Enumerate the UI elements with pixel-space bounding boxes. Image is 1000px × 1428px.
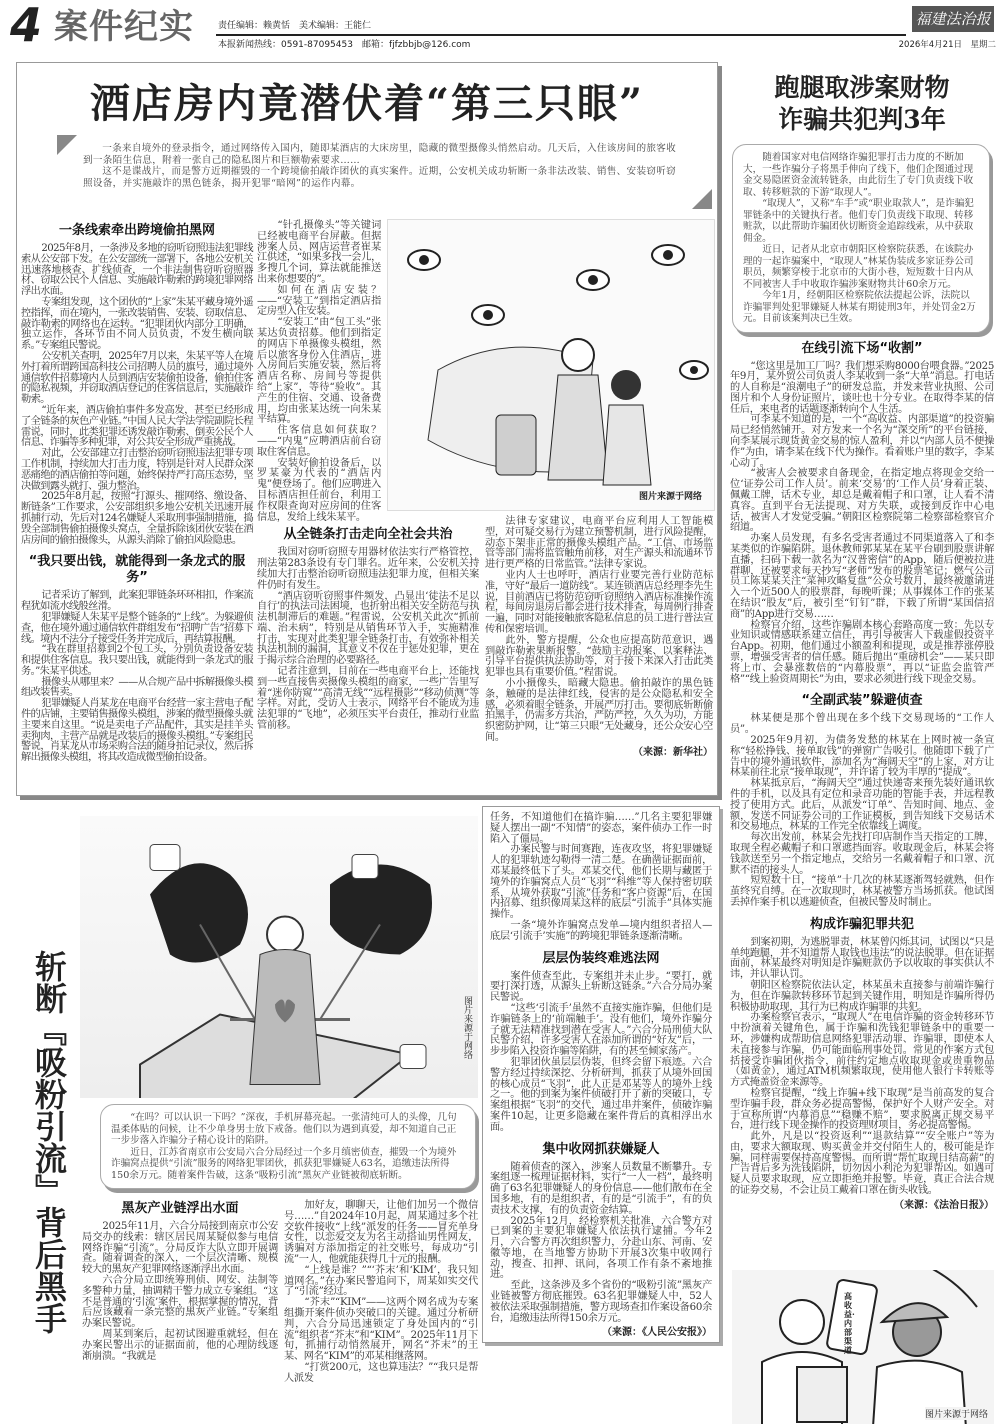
corner-decoration <box>692 189 712 209</box>
paragraph-group <box>490 972 712 1134</box>
paragraph-group <box>284 1201 478 1385</box>
paragraph: 一条“境外诈骗窝点发单—境内组织者招人—底层‘引流手’实施”的跨境犯罪链条逐渐清晰。 <box>490 919 712 942</box>
paragraph: 周某到案后，起初试图避重就轻，但在办案民警出示的证据面前，他的心理防线逐渐崩溃。“我就是 <box>82 1328 278 1362</box>
paragraph: “芥末”“KIM”——这两个网名成为专案组撕开案件侦办突破口的关键。通过分析研判，六合分局迅速锁定了身处国内的“引流”组织者“芥末”和“KIM”。2025年11月下旬，抓捕行动悄然展开，网名“芥末”的王某、网名“KIM”的邓某相继落网。 <box>284 1297 478 1363</box>
image-caption: 图片来源于网络 <box>638 492 702 502</box>
paragraph: 每次出发前，林某会先找打印店制作当天指定的工牌，取现全程必戴帽子和口罩遮挡面容。收取现金后，林某会将钱款送至另一个指定地点，交给另一名戴着帽子和口罩、沉默不语的接头人。 <box>730 832 994 876</box>
paragraph: 犯罪嫌疑人肖某龙在电商平台经营一家主营电子配件的店铺，主要销售摄像头模组，涉案的微型摄像头就主要来自这里。“说是卖电子产品配件，其实是挂羊头卖狗肉，主营产品就是改装后的摄像头模组。”专案组民警说，肖某龙从市场采购合法的随身拍记录仪，然后拆解出摄像头模组，将其改造成微型偷拍设备。 <box>21 698 253 764</box>
article-cash-courier <box>728 62 996 1426</box>
paragraph: 2025年12月，经检察机关批准，六合警方对已到案的主要犯罪嫌疑人依法执行逮捕。今年2月，六合警方再次组织警力，分赴山东、河南、安徽等地，在当地警方协助下开展3次集中收网行动，搜查、扣押、讯问，各项工作有条不紊地推进。 <box>490 1215 712 1281</box>
paragraph-group <box>82 1222 278 1362</box>
paragraph: 六合分局立即统筹刑侦、网安、法制等多警种力量，抽调精干警力成立专案组。“这不是普通的‘引流’案件，根据掌握的情况，背后应该藏着一条完整的黑灰产业链。”专案组办案民警说。 <box>82 1274 278 1330</box>
column-3 <box>485 517 713 759</box>
masthead-logo: 福建法治报 <box>912 6 994 32</box>
paragraph: 2025年11月，六合分局接到南京市公安局交办的线索：辖区居民周某疑似参与电信网络诈骗“引流”。分局反诈大队立即开展调查。随着调查的深入，一个层次清晰、规模较大的黑灰产犯罪网络逐渐浮出水面。 <box>82 1221 278 1276</box>
dark-hands-controlling-woman-from-phone-illustration <box>80 816 478 1098</box>
paragraph: 犯罪团伙虽层层伪装，但终会留下痕迹。六合警方经过持续深挖、分析研判，抓获了从境外回国的核心成员“飞羽”，此人正是邓某等人的境外上线之一。他的到案为案件侦破打开了新的突破口，专案组根据“飞羽”的交代，通过串并案件，侦破诈骗案件10起，让更多隐藏在案件背后的真相浮出水面。 <box>490 1056 712 1133</box>
paragraph: 林某抵京后，“海阔天空”通过快递寄来预先装好通讯软件的手机，以及具有定位和录音功能的智能手表，并远程教授了使用方式。此后，从派发“订单”、告知时间、地点、金额，发送不同证券公司的工作证模板，到告知线下交易话术和交易地点，林某的工作完全依靠线上调度。 <box>730 778 994 833</box>
headline-line-1: 跑腿取涉案财物 <box>774 73 950 102</box>
lead-paragraph: 一条来自境外的登录指令，通过网络传入国内，随即某酒店的大床房里，隐藏的微型摄像头悄然启动。几天后，入住该房间的旅客收到一条陌生信息，附着一张自己的隐私图片和巨额勒索要求…… <box>83 143 677 166</box>
subheading: “全副武装”躲避侦查 <box>801 693 923 709</box>
paragraph-group <box>490 813 712 943</box>
paragraph-group <box>111 1112 465 1181</box>
paragraph: 到案初期，为逃脱罪责，林某曾闪烁其词，试图以“只是单纯跑腿，并不知道帮人取钱也违法”的说法脱罪。但在证据面前，林某最终对明知是诈骗赃款仍予以收取的事实供认不讳，并认罪认罚。 <box>730 936 994 981</box>
paragraph: 办案民警与时间赛跑，连夜攻坚，将犯罪嫌疑人的犯罪轨迹勾勒得一清二楚。在确凿证据面前，邓某最终低下了头。邓某交代，他们长期与藏匿于境外的诈骗窝点人员“飞羽”“科维”等人保持密切联系，从境外获取“引流”任务和“客户资源”后，在国内招募、组织像周某这样的底层“引流手”具体实施操作。 <box>490 844 712 921</box>
subheading: 在线引流下场“收割” <box>801 340 923 356</box>
paragraph: “我在群里招募到2个包工头，分别负责设备安装和提供住客信息。我只要出钱，就能得到一条龙式的服务。”朱某平供述。 <box>21 644 253 677</box>
editors: 责任编辑：赖黄恬 美术编辑：王能仁 <box>218 21 372 31</box>
paragraph-group <box>57 135 712 189</box>
article-hotel-camera <box>16 62 718 796</box>
vertical-headline: 斩断『吸粉引流』背后黑手 <box>30 950 68 1334</box>
paragraph-group <box>21 244 253 546</box>
column-2 <box>284 1201 478 1385</box>
column-1 <box>82 1197 278 1362</box>
lead-bubble <box>732 144 990 333</box>
paragraph-group <box>730 938 994 1197</box>
subheading: 从全链条打击走向全社会共治 <box>283 527 453 543</box>
headline <box>728 62 996 144</box>
paragraph: 任务，不知道他们在搞诈骗……”几名主要犯罪嫌疑人摆出一副“不知情”的姿态，案件侦办工作一时陷入了僵局。 <box>490 812 712 845</box>
lead-paragraph: 这不是谍战片，而是警方近期摧毁的一个跨境偷拍敲诈团伙的真实案件。近期，公安机关成功斩断一条非法改装、销售、安装窃听窃照设备，并实施敲诈的黑色链条，揭开犯罪“暗网”的运作内幕。 <box>83 166 677 189</box>
paragraph: 摄像头从哪里来？——从合规产品中拆解摄像头模组改装售卖。 <box>21 676 253 699</box>
section-title: 案件纪实 <box>54 7 194 47</box>
cartoon-cash-handoff <box>732 1270 994 1424</box>
headline-line-2: 诈骗共犯判3年 <box>778 105 946 134</box>
paragraph: 记者注意到，目前在一些电商平台上，还能找到一些直接售卖摄像头模组的商家，一些广告里写着“迷你防窥”“高清无线”“远程摄影”“移动侦测”等字样。对此，受访人士表示，网络平台不能成为违法犯罪的“飞地”，必须压实平台责任，推动行业监管前移。 <box>257 666 479 732</box>
paragraph-group <box>743 152 979 325</box>
paragraph-group <box>485 517 713 744</box>
paragraph: 林某便是那个曾出现在多个线下交易现场的“工作人员”。 <box>730 713 994 736</box>
image-caption: 图片来源于网络 <box>925 1407 988 1420</box>
paragraph: 此外，警方提醒，公众也应提高防范意识，遇到敲诈勒索果断报警。“鼓励主动报案、以案释法、引导平台提供执法协助等，对于接下来深入打击此类犯罪也具有重要价值。”程雷说。 <box>485 634 713 679</box>
paragraph: “上线是谁？”“‘芥末’和‘KIM’，我只知道网名。”在办案民警追问下，周某如实交代了“引流”经过。 <box>284 1264 478 1298</box>
paragraph: 朝阳区检察院依法认定，林某虽未直接参与前端诈骗行为，但在诈骗款转移环节起到关键作用，明知是诈骗所得仍积极协助取现，其行为已构成诈骗罪的共犯。 <box>730 979 994 1013</box>
page-number: 4 <box>10 0 43 52</box>
lead-paragraph: 今年1月，经朝阳区检察院依法提起公诉，法院以诈骗罪判处犯罪嫌疑人林某有期徒刑3年，并处罚金2万元。目前该案判决已生效。 <box>743 290 976 324</box>
paragraph: 加好友，聊聊天，让他们加另一个微信号……”自2024年10月起，周某通过多个社交软件接收“上线”派发的任务——冒充单身女性，以恋爱交友为名主动搭讪男性网友，诱骗对方添加指定的社交账号，每成功“引流”一人，他就能获得几十元的报酬。 <box>284 1200 478 1265</box>
column-1 <box>21 219 253 764</box>
subheading: 构成诈骗犯罪共犯 <box>809 916 914 932</box>
source-credit: （来源：《法治日报》） <box>894 1199 994 1211</box>
paragraph: 随着侦查的深入，涉案人员数量不断攀升。专案组逐一梳理证据材料，实行“一人一档”，最终明确了63名犯罪嫌疑人的身份信息——他们散布在全国多地，有的是组织者，有的是“引流手”，有的负责技术支撑，有的负责资金结算。 <box>490 1161 712 1216</box>
lead-box <box>57 135 712 209</box>
paragraph-group <box>490 1163 712 1325</box>
paragraph: “近年来，酒店偷拍事件多发高发，甚至已经形成了全链条的灰色产业链。”中国人民大学法学院副院长程雷说，同时，此类犯罪还诱发敲诈勒索、倒卖公民个人信息、诈骗等多种犯罪，对公共安全形成严重挑战。 <box>21 404 253 449</box>
paragraph: 犯罪嫌疑人朱某平是整个链条的“上线”。为躲避侦查，他在境外通过通信软件群组发布“招聘广告”招募下线。境内不法分子接受任务并完成后，再结算报酬。 <box>21 611 253 645</box>
paragraph: 短短数十日，“接单”十几次的林某逐渐驾轻就熟，但作茧终究自缚。在一次取现时，林某被警方当场抓获。他试图丢掉作案手机以逃避侦查，但被民警及时制止。 <box>730 875 994 908</box>
paragraph: 可李某不知道的是，一个“高收益、内部渠道”的投资骗局已经悄然铺开。对方发来一个名为“深交所”的平台链接，向李某展示现货黄金交易的惊人盈利，并以“内部人员不便操作”为由，请李某在线下代为操作。看着账户里的数字，李某心动了。 <box>730 414 994 469</box>
article-traffic-diversion <box>0 800 722 1428</box>
source-credit: （来源：《人民公安报》） <box>602 1327 712 1339</box>
image-caption: 图片来源于网络 <box>462 996 472 1059</box>
couple-with-luggage-and-eyes-illustration <box>388 220 716 512</box>
headline: 酒店房内竟潜伏着“第三只眼” <box>89 80 644 127</box>
paragraph: “打赏200元，这也算违法？”“我只是帮人派发 <box>284 1361 478 1384</box>
paragraph: “您这里是加工厂吗？我们想采购8000台喂食器。”2025年9月，某外贸公司负责人李某收到一条“大单”消息。打电话的人自称是“浪潮电子”的研发总监，并发来营业执照、公司图片和个人身份证照片，谈吐也十分专业。在取得李某的信任后，来电者的话题逐渐转向个人生活。 <box>730 360 994 415</box>
paragraph: 安装好偷拍设备后，以罗某豪为代表的“酒店内鬼”便登场了。他们应聘进入目标酒店担任前台，利用工作权限查询对应房间的住客信息，发给上线朱某平。 <box>257 457 381 523</box>
paragraph-group <box>257 221 381 523</box>
paragraph: 法律专家建议，电商平台应利用人工智能模型，对可疑交易行为建立预警机制，进行风险提醒，动态下架非正常的摄像头模组产品。“工信、市场监管等部门需将监管触角前移，对生产源头和流通环节进行更严格的日常监管。”法律专家说。 <box>485 516 713 571</box>
paragraph-group <box>257 548 479 732</box>
lead-paragraph: “取现人”，又称“车手”或“职业取款人”，是诈骗犯罪链条中的关键执行者。他们专门负责线下取现、转移赃款，以此帮助诈骗团伙切断资金追踪线索，从中获取佣金。 <box>743 198 974 244</box>
paragraph: 办案人员发现，有多名受害者通过不同渠道落入了和李某类似的诈骗陷阱。退休教师郭某某在某平台刷到股票讲解直播，扫码下载一款名为“汉普密信”的App，随后便被拉进群聊，还被要求每天抄写“老师”发布的股票笔记；燃气公司员工陈某某关注“菜神攻略复盘”公众号数月，最终被邀请进入一个近500人的股票群，每晚听课；从事媒体工作的张某在结识“股友”后，被引至“钉钉”群，下载了所谓“某国信招商”的App进行交易…… <box>730 533 994 620</box>
page-header <box>0 0 1000 56</box>
illustration-hotel <box>387 219 715 511</box>
subheading: 集中收网抓获嫌疑人 <box>542 1141 660 1157</box>
lead-paragraph: 近日，江苏省南京市公安局六合分局经过一个多月缜密侦查，摧毁一个为境外诈骗窝点提供“引流”服务的网络犯罪团伙，抓获犯罪嫌疑人63名，追缴违法所得150余万元。随着案件告破，这条“吸粉引流”黑灰产业链被彻底斩断。 <box>111 1146 457 1181</box>
paragraph: “酒店窃听窃照事件频发，凸显出‘徒法不足以自行’的执法司法困境，也折射出相关安全防范与执法机制滞后的难题。”程雷说，公安机关此次“抓前端、治未病”，特别是从销售环节入手，实施精准打击，实现对此类犯罪全链条打击，有效弥补相关执法机制的漏洞，其意义不仅在于惩处犯罪，更在于揭示综合治理的必要路径。 <box>257 590 479 667</box>
paragraph: 2025年9月初，为债务发愁的林某在上网时被一条宣称“轻松挣钱、接单取钱”的弹窗广告吸引。他随即下载了广告中的境外通讯软件，添加名为“海阔天空”的上家，对方让林某前往北京“接单取现”，并许诺了较为丰厚的“提成”。 <box>730 735 994 779</box>
paragraph: 我国对窃听窃照专用器材依法实行严格管控，刑法第283条设有专门罪名。近年来，公安机关持续加大打击整治窃听窃照违法犯罪力度，但相关案件仍时有发生。 <box>257 547 479 591</box>
subheading: 层层伪装终难逃法网 <box>542 950 660 966</box>
subheading: “我只要出钱，就能得到一条龙式的服务” <box>28 554 246 586</box>
paragraph: 公安机关查明，2025年7月以来，朱某平等人在境外打着所谓跨国高科技公司招聘人员的旗号，通过境外通信软件招募境内人员到酒店安装偷拍设备，偷拍住客的隐私视频，并窃取酒店登记的住客信息后，实施敲诈勒索。 <box>21 350 253 406</box>
paragraph: 住客信息如何获取？——“内鬼”应聘酒店前台窃取住客信息。 <box>257 425 381 458</box>
paragraph: 办案检察官表示，“取现人”在电信诈骗的资金转移环节中扮演着关键角色，属于诈骗和洗钱犯罪链条中的重要一环，涉嫌构成帮助信息网络犯罪活动罪、诈骗罪，即使本人未直接参与诈骗，仍可能面临刑事处罚。常见的作案方式包括接受诈骗团伙指令，前往约定地点收取现金或贵重物品（如黄金），通过ATM机频繁取现，使用他人银行卡转账等方式掩盖资金来源等。 <box>730 1012 994 1089</box>
paragraph: 案件侦查至此，专案组并未止步。“要打，就要打深打透，从源头上斩断这链条。”六合分局办案民警说。 <box>490 970 712 1004</box>
column-3 <box>482 806 720 1343</box>
paragraph: “针孔摄像头”等关键词已经被电商平台屏蔽。但据涉案人员、网店运营者崔某江供述，“如果多找一会儿，多搜几个词，算法就能推送出来你想要的”。 <box>257 220 381 285</box>
lead-bubble <box>100 1104 476 1189</box>
paragraph: 检察官提醒，“线上诈骗+线下取现”是当前高发的复合型诈骗手段，群众务必提高警惕，保护好个人财产安全。对于宣称所谓“内幕消息”“稳赚不赔”，要求脱离正规交易平台，进行线下现金操作的投资理财项目，务必提高警惕。 <box>730 1087 994 1132</box>
paragraph: 记者采访了解到，此案犯罪链条环环相扣，作案流程犹如流水线般丝滑。 <box>21 590 253 613</box>
column-2-top <box>257 221 381 523</box>
paragraph: 2025年8月起，按照“打源头、摧网络、缴设备、断链条”工作要求，公安部组织多地公安机关迅速开展抓捕行动，先后对124名嫌疑人采取刑事强制措施，捣毁全部制售偷拍摄像头窝点，全量拆除该团伙安装在酒店房间的偷拍摄像头，从源头消除了偷拍风险隐患。 <box>21 491 253 546</box>
lead-paragraph: 近日，记者从北京市朝阳区检察院获悉，在该院办理的一起诈骗案中，“取现人”林某伪装成多家证券公司职员，频繁穿梭于北京市的大街小巷，短短数十日内从不同被害人手中收取诈骗涉案财物共计60余万元。 <box>743 244 974 290</box>
paragraph: 检察官介绍，这些诈骗剧本核心套路高度一致：先以专业知识或情感联系建立信任，再引导被害人下载虚假投资平台App。初期，他们通过小额盈利和提现，或是推荐涨停股票，增强受害者的信任感。随后抛出“重磅机会”——某只即将上市、会暴涨数倍的“内幕股票”，再以“证监会监管严格”“线上验资周期长”为由，要求必须进行线下现金交易。 <box>730 619 994 685</box>
paragraph: 至此，这条涉及多个省份的“吸粉引流”黑灰产业链被警方彻底摧毁。63名犯罪嫌疑人中，52人被依法采取强制措施，警方现场查扣作案设备60余台，追缴违法所得150余万元。 <box>490 1280 712 1324</box>
paragraph: 专案组发现，这个团伙的“上家”朱某平藏身境外遥控指挥，而在境内，一张改装销售、安装、窃取信息、敲诈勒索的网络也在运转。“犯罪团伙内部分工明确，独立运作，各环节由不同人员负责，不发生横向联系。”专案组民警说。 <box>21 296 253 352</box>
paragraph: 此外，凡是以“投资返利”“退款结算”“安全账户”等为由，要求大额取现、购买黄金并交付陌生人的，极可能是诈骗，同样需要保持高度警惕。而所谓“帮忙取现日结高薪”的广告背后多为洗钱陷阱，切勿因小利沦为犯罪帮凶。如遇可疑人员要求取现，应立即拒绝并报警。毕竟，真正合法合规的证券交易，不会让员工戴着口罩在街头收钱。 <box>730 1131 994 1197</box>
paragraph: 如何在酒店安装？——“安装工”到指定酒店指定房型入住安装。 <box>257 284 381 318</box>
source-credit: （来源：新华社） <box>633 746 713 758</box>
paragraph: “这些‘引流手’虽然不直接实施诈骗，但他们是诈骗链条上的‘前端触手’。没有他们，境外诈骗分子就无法精准找到潜在受害人。”六合分局刑侦大队民警介绍，许多受害人在添加所谓的“好友”后，一步步陷入投资诈骗等陷阱，有的甚至倾家荡产。 <box>490 1002 712 1058</box>
issue-date: 2026年4月21日 星期二 <box>898 40 996 50</box>
subheading: 黑灰产业链浮出水面 <box>121 1201 239 1216</box>
lead-paragraph: 随着国家对电信网络诈骗犯罪打击力度的不断加大，一些诈骗分子将黑手伸向了线下，他们企图通过现金交易隐匿资金流转链条，由此衍生了专门负责线下收取、转移赃款的下游“取现人”。 <box>743 152 974 198</box>
paragraph-group <box>730 714 994 908</box>
header-rule <box>216 34 906 36</box>
paragraph-group <box>730 362 994 686</box>
price-tag-text: 高收益·内部渠道 <box>844 1291 855 1355</box>
paragraph: “被害人会被要求自备现金，在指定地点将现金交给一位‘证券公司工作人员’。前来‘交易’的‘工作人员’身着正装、佩戴工牌，话术专业，却总是戴着帽子和口罩，让人看不清真容。直到平台无法提现、对方失联，或接到反诈中心电话，被害人才发觉受骗。”朝阳区检察院第二检察部检察官介绍道。 <box>730 468 994 534</box>
paragraph: “安装工”由“包工头”张某达负责招募。他们到指定的网店下单摄像头模组，然后以旅客身份入住酒店，进入房间后实施安装，然后将酒店名称、房间号等提供给“上家”，等待“验收”。其产生的住宿、交通、设备费用，均由张某达统一向朱某平结算。 <box>257 317 381 426</box>
paragraph: 2025年8月，一条涉及多地的窃听窃照违法犯罪线索从公安部下发。在公安部统一部署下，各地公安机关迅速落地核查、扩线侦查，一个非法制售窃听窃照器材、窃取公民个人信息、实施敲诈勒索的跨境犯罪网络浮出水面。 <box>21 243 253 298</box>
man-receiving-package-from-masked-courier-illustration <box>732 1270 994 1424</box>
paragraph: 小小摄像头，暗藏大隐患。偷拍敲诈的黑色链条，触碰的是法律红线，侵害的是公众隐私和安全感，必须着眼全链条，开展严厉打击。要彻底斩断偷拍黑手，仍需多方共治，严防严控，久久为功，方能织密防护网，让“第三只眼”无处藏身，还公众安心空间。 <box>485 677 713 743</box>
contact-info: 本报新闻热线：0591-87095453 邮箱：fjfzbbjb@126.com <box>218 40 471 50</box>
article-body <box>730 341 994 1212</box>
subheading: 一条线索牵出跨境偷拍黑网 <box>58 223 215 238</box>
paragraph: 业内人士也呼吁，酒店行业要完善行业防范标准，守好“最后一道防线”。某连锁酒店总经理李先生说，目前酒店已将防范窃听窃照纳入酒店标准操作流程，每间房退房后都会进行技术排查，每周例行排查一遍，同时对能接触旅客隐私信息的员工进行普法宣传和保密培训。 <box>485 569 713 635</box>
paragraph-group <box>21 591 253 764</box>
illustration-puppet-hands <box>80 816 478 1098</box>
lead-paragraph: “在吗？可以认识一下吗？”深夜，手机屏幕亮起。一张清纯可人的头像，几句温柔体贴的问候，让不少单身男士放下戒备。他们以为遇到真爱，却不知道自己正一步步落入诈骗分子精心设计的陷阱。 <box>111 1112 457 1146</box>
paragraph: 对此，公安部建立打击整治窃听窃照违法犯罪专项工作机制，持续加大打击力度，特别是针对人民群众深恶痛绝的酒店偷拍等问题，始终保持严打高压态势，坚决做到露头就打、强力整治。 <box>21 448 253 492</box>
